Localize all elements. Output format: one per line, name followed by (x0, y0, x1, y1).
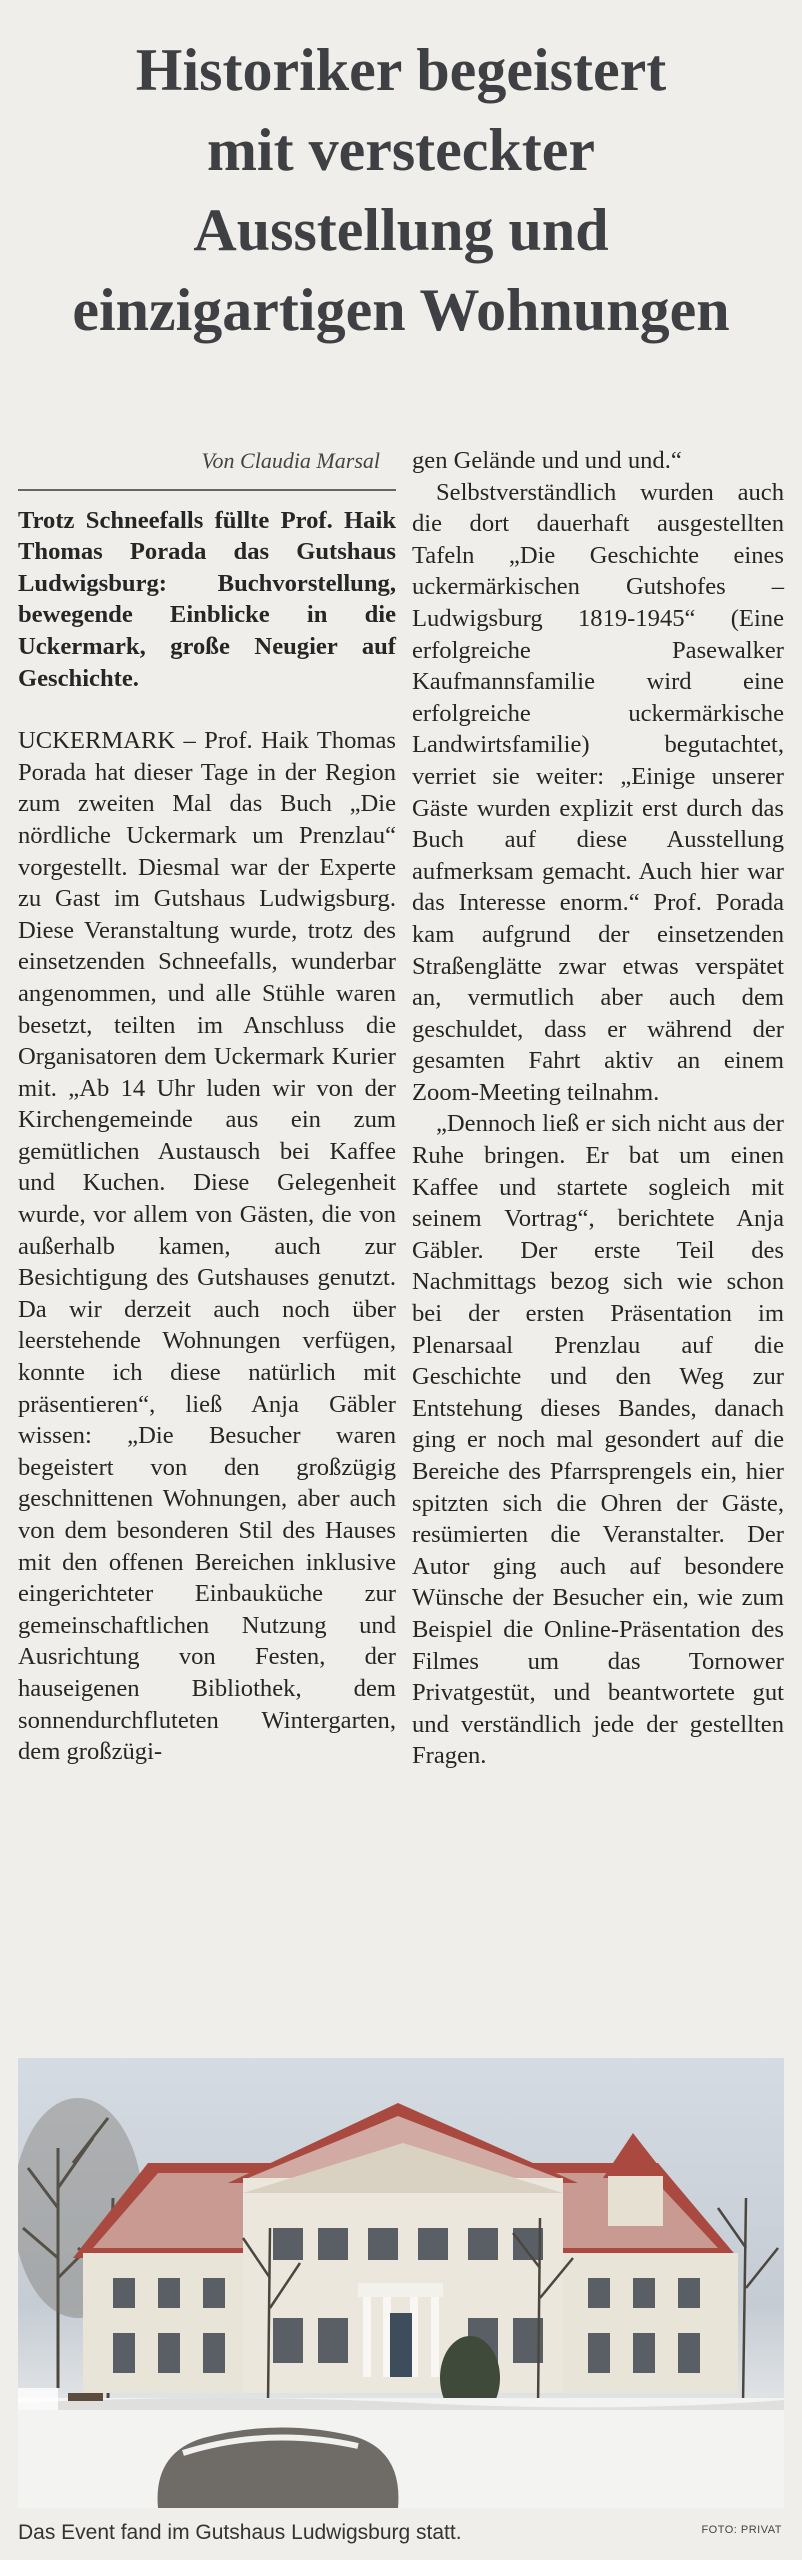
article-photo (18, 2058, 784, 2508)
lead-paragraph: Trotz Schneefalls füllte Prof. Haik Thomas Porada das Gutshaus Ludwigsburg: Buchvorstellung, bewegende Einblicke in die Uckermark, große Neugier auf Geschichte. (18, 506, 396, 692)
article-column-left (18, 445, 396, 1768)
headline-line: mit versteckter (206, 117, 596, 183)
manor-house-illustration (18, 2058, 784, 2508)
headline-line: einzigartigen Wohnungen (72, 277, 730, 343)
body-paragraph: gen Gelände und und und.“ (412, 447, 682, 474)
headline-line: Historiker begeistert (135, 37, 667, 103)
body-paragraph: Selbstverständlich wurden auch die dort dauerhaft ausgestellten Tafeln „Die Geschichte eines uckermärkischen Gutshofes – Ludwigsburg 1819-1945“ (Eine erfolgreiche Pasewalker Kaufmannsfamilie wird eine erfolgreiche uckermärkische Landwirtsfamilie) begutachtet, verriet sie weiter: „Einige unserer Gäste wurden explizit erst durch das Buch auf diese Ausstellung aufmerksam gemacht. Auch hier war das Interesse enorm.“ Prof. Porada kam aufgrund der einsetzenden Straßenglätte zwar etwas verspätet an, vermutlich aber auch dem geschuldet, dass er während der gesamten Fahrt aktiv an einem Zoom-Meeting teilnahm. (412, 478, 784, 1106)
headline-line: Ausstellung und (193, 197, 609, 263)
article-column-right (412, 445, 784, 1772)
photo-caption: Das Event fand im Gutshaus Ludwigsburg statt. (18, 2521, 462, 2544)
article-headline (20, 30, 782, 350)
body-paragraph: UCKERMARK – Prof. Haik Thomas Porada hat dieser Tage in der Region zum zweiten Mal das Buch „Die nördliche Uckermark um Prenzlau“ vorgestellt. Diesmal war der Experte zu Gast im Gutshaus Ludwigsburg. Diese Veranstaltung wurde, trotz des einsetzenden Schneefalls, wunderbar angenommen, und alle Stühle waren besetzt, teilten im Anschluss die Organisatoren dem Uckermark Kurier mit. „Ab 14 Uhr luden wir von der Kirchengemeinde aus ein zum gemütlichen Austausch bei Kaffee und Kuchen. Diese Gelegenheit wurde, vor allem von Gästen, die von außerhalb kamen, auch zur Besichtigung des Gutshauses genutzt. Da wir derzeit auch noch über leerstehende Wohnungen verfügen, konnte ich diese natürlich mit präsentieren“, ließ Anja Gäbler wissen: „Die Besucher waren begeistert von den großzügig geschnittenen Wohnungen, aber auch von dem besonderen Stil des Hauses mit den offenen Bereichen inklusive eingerichteter Einbauküche zur gemeinschaftlichen Nutzung und Ausrichtung von Festen, der hauseigenen Bibliothek, dem sonnendurchfluteten Wintergarten, dem großzügi- (18, 727, 396, 1766)
body-paragraph: „Dennoch ließ er sich nicht aus der Ruhe bringen. Er bat um einen Kaffee und startete sogleich mit seinem Vortrag“, berichtete Anja Gäbler. Der erste Teil des Nachmittags bezog sich wie schon bei der ersten Präsentation im Plenarsaal Prenzlau auf die Geschichte und den Weg zur Entstehung dieses Bandes, danach ging er noch mal gesondert auf die Bereiche des Pfarrsprengels ein, hier spitzten sich die Ohren der Gäste, resümierten die Veranstalter. Der Autor ging auch auf besondere Wünsche der Besucher ein, wie zum Beispiel die Online-Präsentation des Filmes um das Tornower Privatgestüt, und beantwortete gut und verständlich jede der gestellten Fragen. (412, 1110, 784, 1770)
manor-house (73, 2103, 738, 2393)
byline-divider (18, 489, 396, 491)
byline: Von Claudia Marsal (201, 448, 380, 473)
photo-credit: FOTO: PRIVAT (701, 2524, 782, 2536)
